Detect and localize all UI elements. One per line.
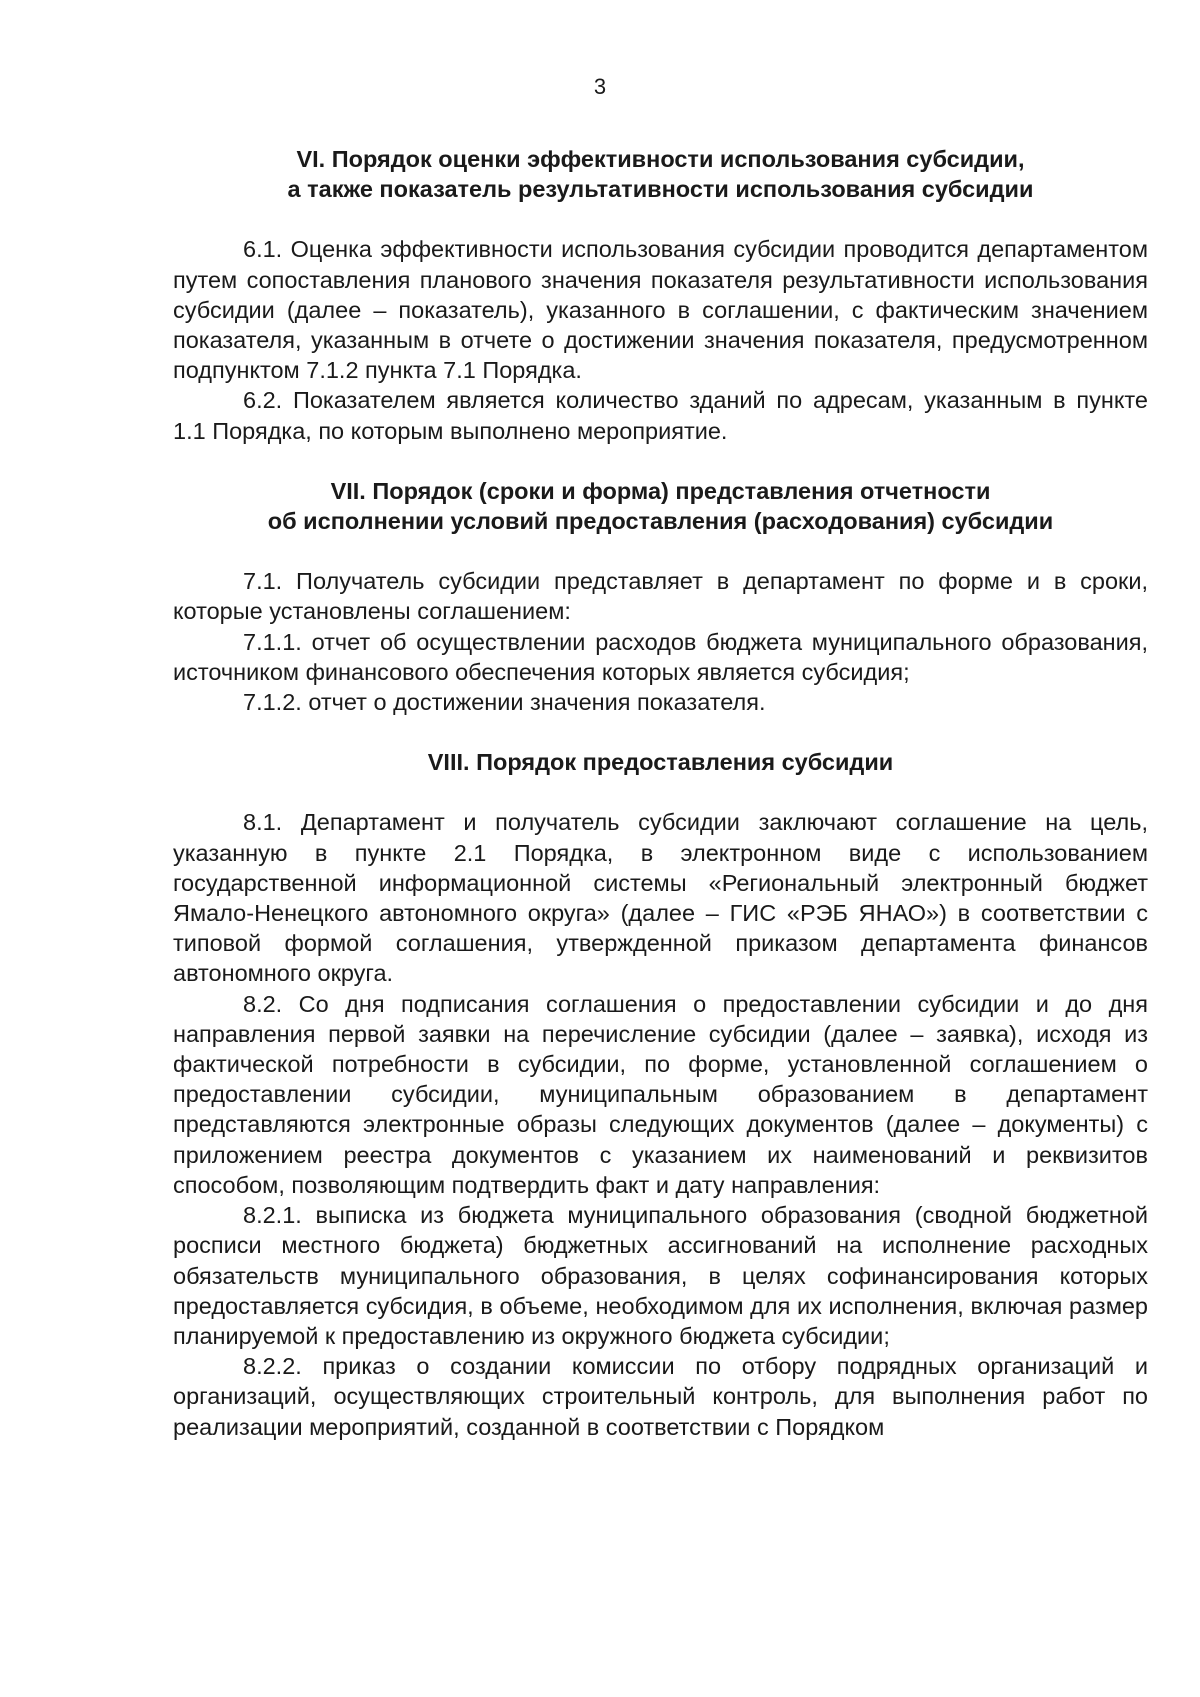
- page-number: 3: [593, 74, 607, 99]
- paragraph-8-2: 8.2. Со дня подписания соглашения о предоставлении субсидии и до дня направления первой заявки на перечисление субсидии (далее – заявка), исходя из фактической потребности в субсидии, по форме, установленной соглашением о предоставлении субсидии, муниципальным образованием в департамент представляются электронные образы следующих документов (далее – документы) с приложением реестра документов с указанием их наименований и реквизитов способом, позволяющим подтвердить факт и дату направления:: [173, 990, 1148, 1198]
- paragraph-7-1-1: 7.1.1. отчет об осуществлении расходов бюджета муниципального образования, источником финансового обеспечения которых является субсидия;: [173, 628, 1148, 685]
- paragraph-6-2: 6.2. Показателем является количество зданий по адресам, указанным в пункте 1.1 Порядка, по которым выполнено мероприятие.: [173, 387, 1148, 444]
- section-heading-line: VII. Порядок (сроки и форма) представления отчетности: [330, 477, 991, 504]
- section-heading-line: а также показатель результативности использования субсидии: [287, 176, 1034, 203]
- document-body: [173, 144, 1148, 1442]
- paragraph-7-1-2: 7.1.2. отчет о достижении значения показателя.: [243, 689, 766, 716]
- section-heading-vii: [173, 476, 1148, 536]
- paragraph-6-1: 6.1. Оценка эффективности использования субсидии проводится департаментом путем сопоставления планового значения показателя результативности использования субсидии (далее – показатель), указанного в соглашении, с фактическим значением показателя, указанным в отчете о достижении значения показателя, предусмотренном подпунктом 7.1.2 пункта 7.1 Порядка.: [173, 236, 1148, 384]
- paragraph-8-1: 8.1. Департамент и получатель субсидии заключают соглашение на цель, указанную в пункте 2.1 Порядка, в электронном виде с использованием государственной информационной системы «Региональный электронный бюджет Ямало-Ненецкого автономного округа» (далее – ГИС «РЭБ ЯНАО») в соответствии с типовой формой соглашения, утвержденной приказом департамента финансов автономного округа.: [173, 809, 1148, 987]
- section-heading-vi: [173, 144, 1148, 204]
- paragraph-7-1: 7.1. Получатель субсидии представляет в департамент по форме и в сроки, которые установлены соглашением:: [173, 568, 1148, 625]
- paragraph-8-2-2: 8.2.2. приказ о создании комиссии по отбору подрядных организаций и организаций, осуществляющих строительный контроль, для выполнения работ по реализации мероприятий, созданной в соответствии с Порядком: [173, 1353, 1148, 1440]
- section-heading-line: VI. Порядок оценки эффективности использования субсидии,: [296, 146, 1025, 172]
- section-heading-line: об исполнении условий предоставления (расходования) субсидии: [267, 508, 1054, 535]
- section-heading-line: VIII. Порядок предоставления субсидии: [427, 749, 894, 776]
- paragraph-8-2-1: 8.2.1. выписка из бюджета муниципального образования (сводной бюджетной росписи местного бюджета) бюджетных ассигнований на исполнение расходных обязательств муниципального образования, в целях софинансирования которых предоставляется субсидия, в объеме, необходимом для их исполнения, включая размер планируемой к предоставлению из окружного бюджета субсидии;: [173, 1202, 1148, 1349]
- section-heading-viii: [173, 747, 1148, 777]
